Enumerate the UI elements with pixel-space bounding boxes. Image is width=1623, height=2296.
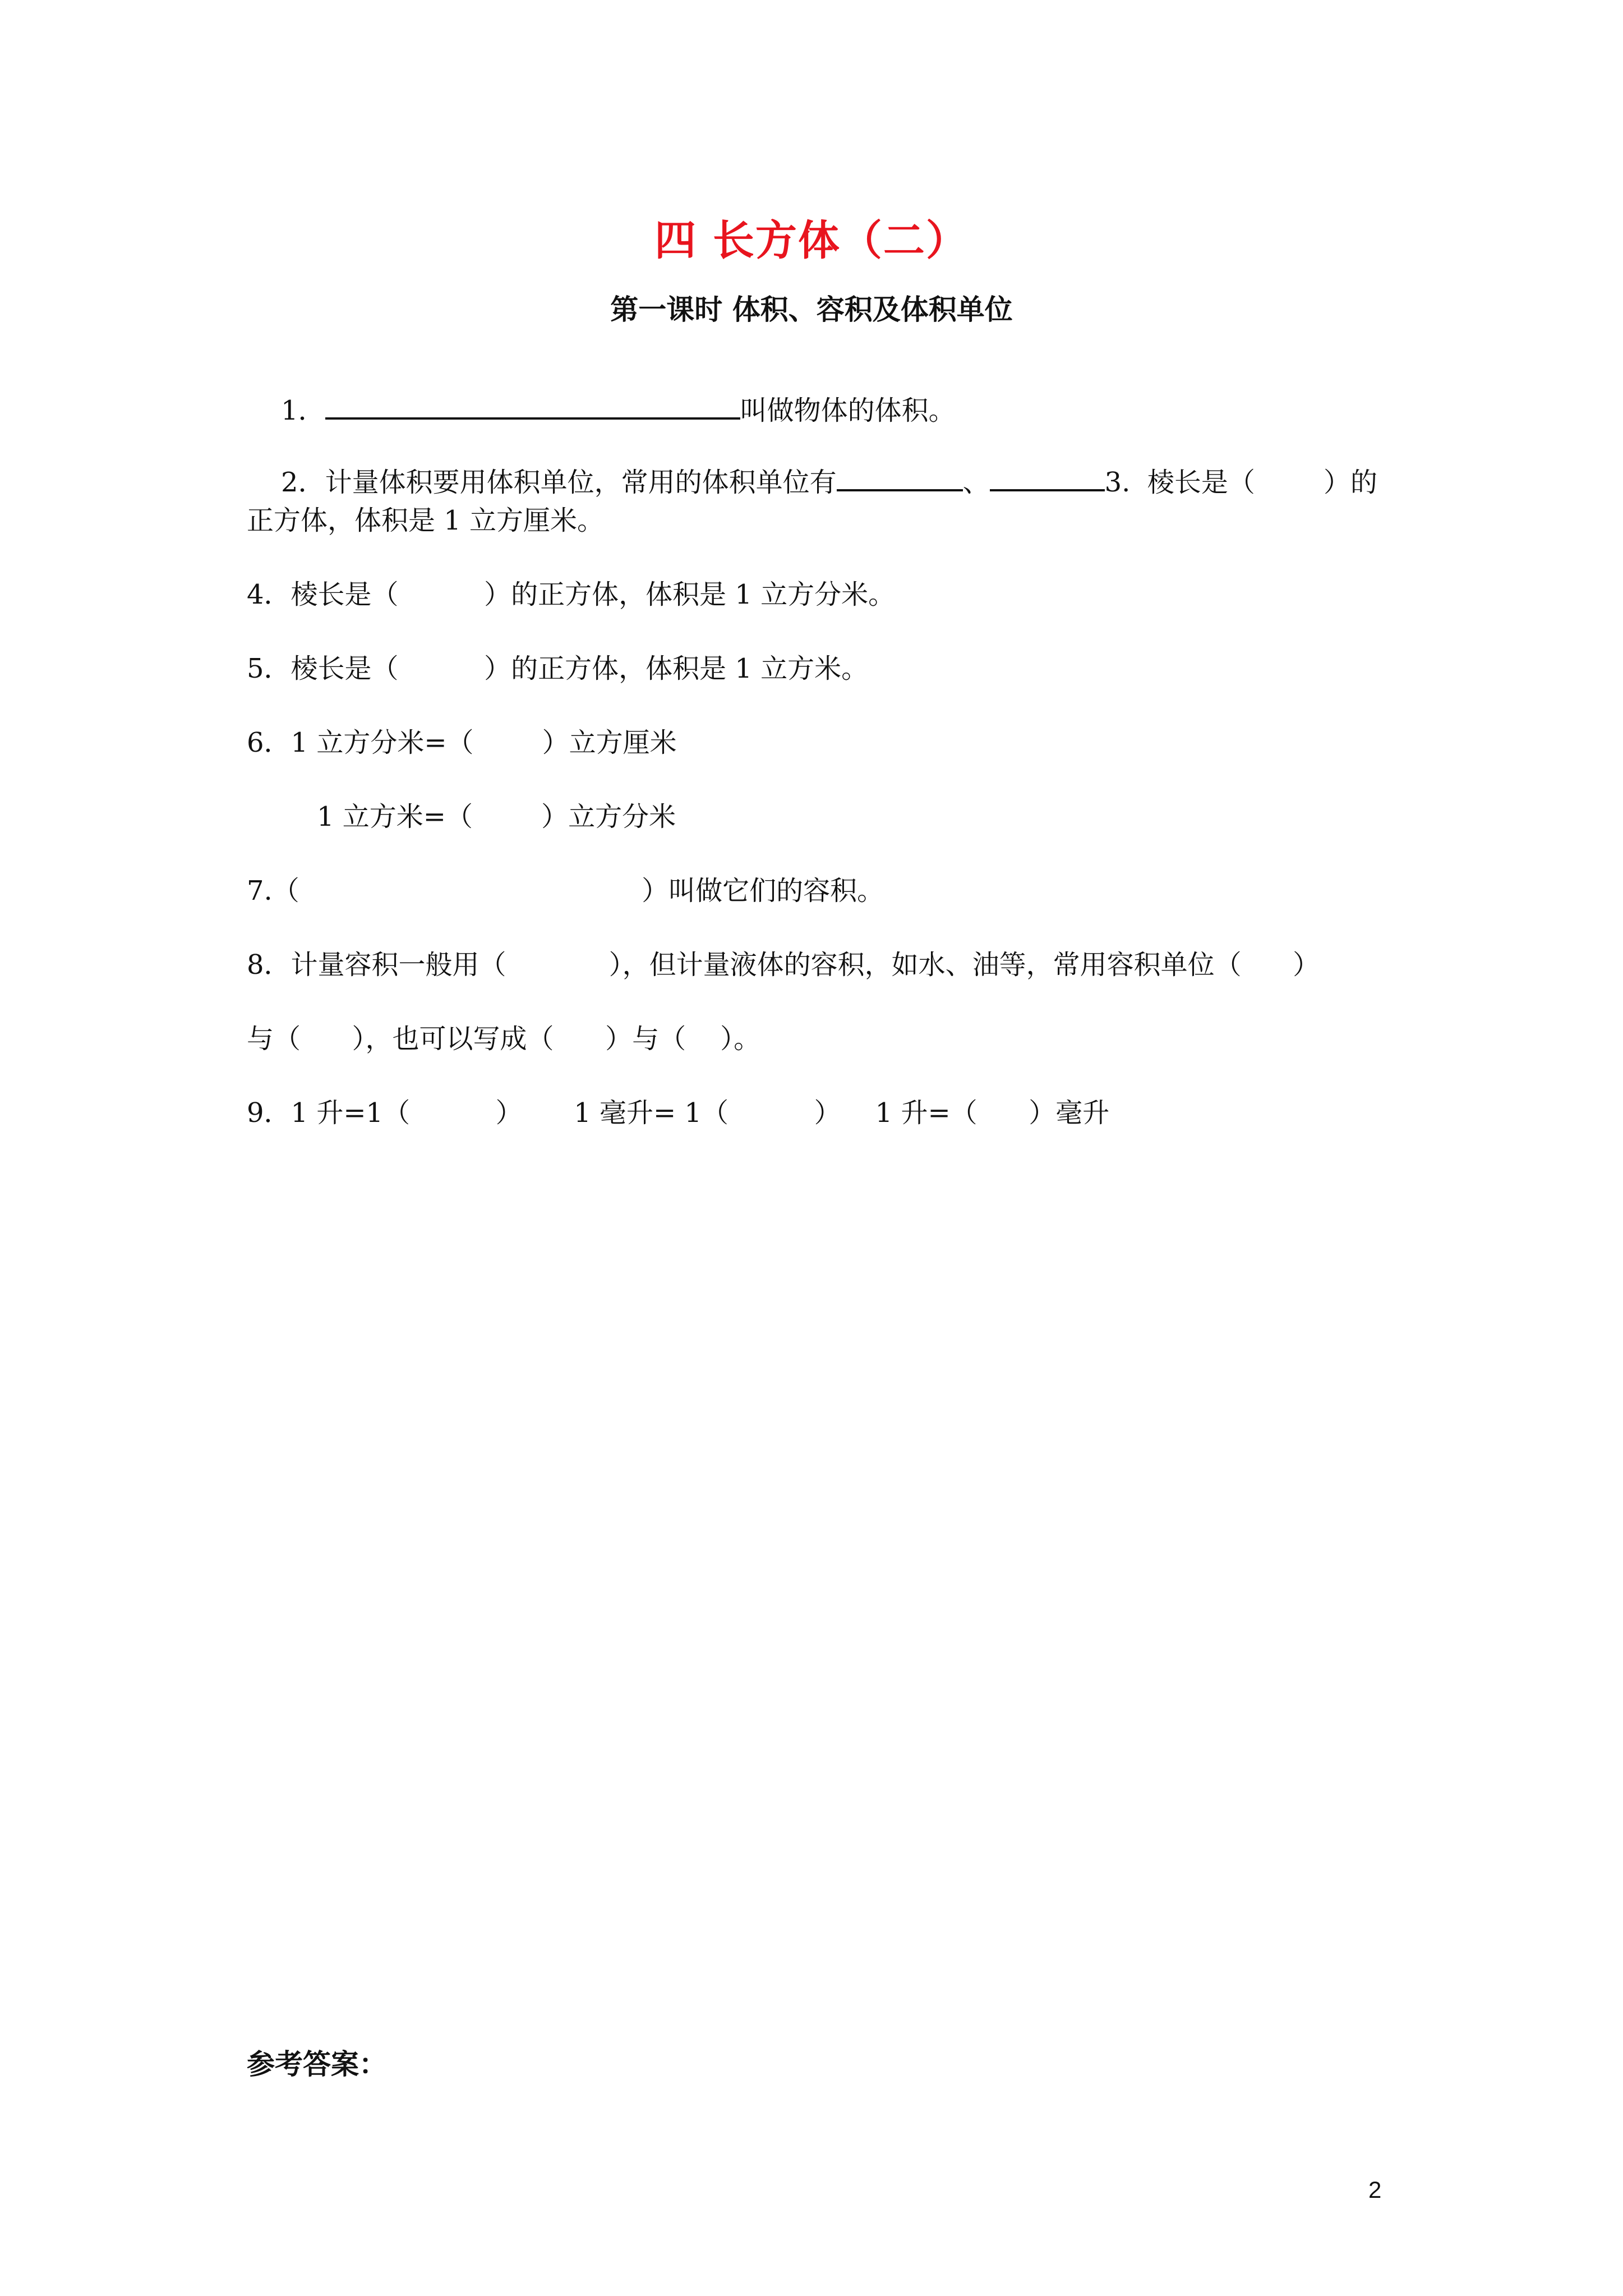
question-4: 4．棱长是（ ）的正方体，体积是 1 立方分米。 bbox=[247, 579, 896, 610]
question-1-number: 1． bbox=[281, 395, 325, 426]
question-8a: 8．计量容积一般用（ ），但计量液体的容积，如水、油等，常用容积单位（ ） bbox=[247, 949, 1320, 981]
page-title: 四 长方体（二） bbox=[654, 217, 969, 265]
lesson-subtitle: 第一课时 体积、容积及体积单位 bbox=[610, 293, 1013, 326]
question-6b: 1 立方米=（ ）立方分米 bbox=[317, 801, 676, 832]
question-1-text: 叫做物体的体积。 bbox=[740, 395, 956, 426]
question-8b: 与（ ），也可以写成（ ）与（ ）。 bbox=[247, 1023, 761, 1055]
question-3-continuation: 正方体，体积是 1 立方厘米。 bbox=[247, 505, 605, 536]
answer-blank-2b[interactable] bbox=[990, 464, 1105, 491]
answer-key-label: 参考答案： bbox=[247, 2047, 387, 2081]
question-6a: 6．1 立方分米=（ ）立方厘米 bbox=[247, 727, 677, 758]
page-number: 2 bbox=[1368, 2177, 1382, 2203]
question-2-text: 2．计量体积要用体积单位，常用的体积单位有 bbox=[281, 467, 837, 498]
question-9: 9．1 升=1（ ） 1 毫升= 1（ ） 1 升=（ ）毫升 bbox=[247, 1097, 1110, 1129]
answer-blank-1[interactable] bbox=[325, 393, 740, 420]
question-7: 7.（ ）叫做它们的容积。 bbox=[247, 875, 884, 907]
question-3-text: 3. 棱长是（ ）的 bbox=[1104, 467, 1377, 498]
answer-blank-2a[interactable] bbox=[837, 464, 963, 491]
question-5: 5．棱长是（ ）的正方体，体积是 1 立方米。 bbox=[247, 653, 869, 684]
question-2-separator: 、 bbox=[962, 467, 990, 498]
